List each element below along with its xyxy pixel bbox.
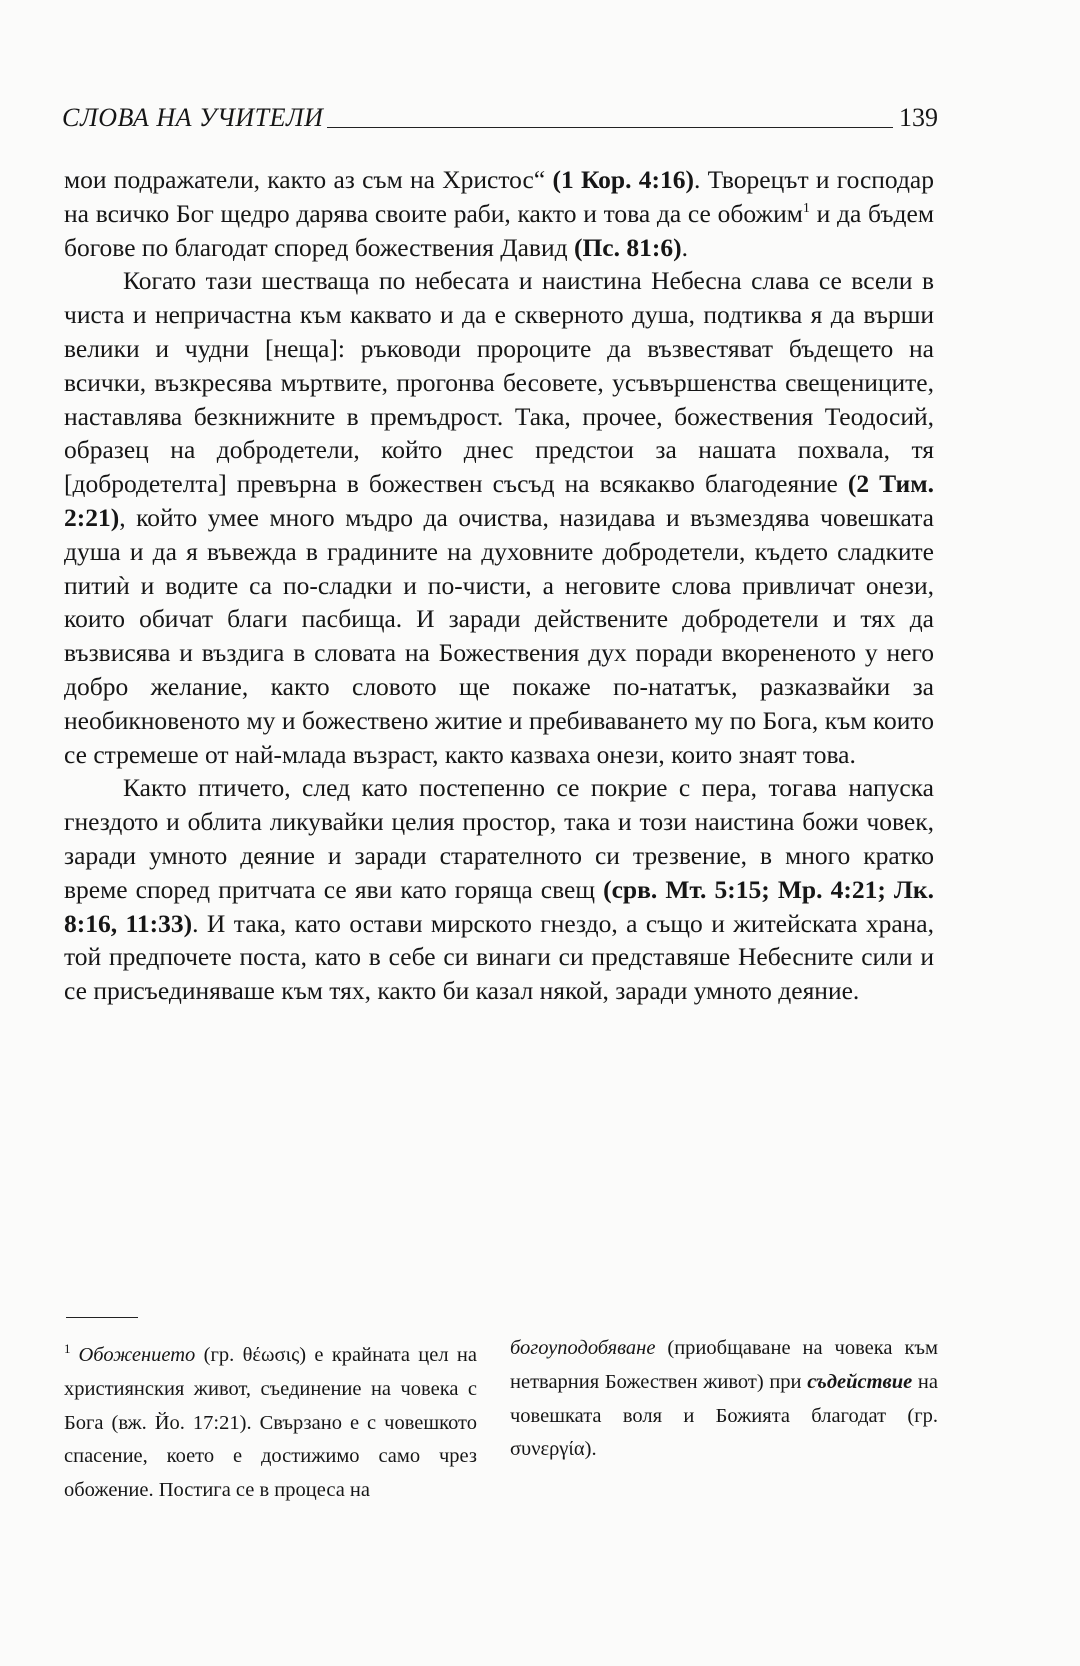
scripture-ref: (2 Тим. 2:21)	[64, 469, 934, 532]
p1-text-d: .	[681, 232, 688, 262]
p1-text-b: . Творецът и господар на всичко Бог щедро дарява своите раби, както и това да се обожим	[64, 165, 934, 228]
footnote-text-right-b: на човешката воля и Божията благодат (гр. συνεργία).	[510, 1370, 938, 1461]
footnote-column-left	[64, 1332, 477, 1508]
footnote-number: 1	[64, 1341, 71, 1356]
p1-text-c: и да бъдем богове по благодат според божествения Давид	[64, 198, 934, 262]
paragraph-3	[64, 771, 934, 1008]
paragraph-2	[64, 264, 934, 771]
page-number: 139	[893, 103, 938, 133]
running-title: СЛОВА НА УЧИТЕЛИ	[62, 103, 327, 133]
p1-text-a: мои подражатели, както аз съм на Христос“	[64, 165, 553, 194]
p2-text-a: Когато тази шестваща по небесата и наистина Небесна слава се всели в чиста и непричастна към каквато и да е скверното душа, подтиква я да върши велики и чудни [неща]: ръководи пророците да възвестяват бъдещето на всички, възкресява мъртвите, прогонва бесовете, усъвършенства свещениците, наставлява безкнижните в премъдрост. Така, прочее, божествения Теодосий, образец на добродетели, който днес предстои за нашата похвала, тя [добродетелта] превърна в божествен съсъд на всякакво благодеяние	[64, 266, 934, 499]
scripture-ref: (Пс. 81:6)	[573, 232, 682, 262]
scripture-ref: (1 Кор. 4:16)	[552, 165, 694, 194]
footnote-term-bold: съдействие	[807, 1370, 913, 1393]
footnote-term: богоуподобяване	[510, 1337, 656, 1359]
header-rule	[237, 127, 898, 128]
p2-text-b: , който умее много мъдро да очиства, назидава и възмездява човешката душа и да я въвежда в градините на духовните добродетели, където сладките питиѝ и водите са по-сладки и по-чисти, а неговите слова привличат онези, които обичат благи пасбища. И заради действените добродетели и тях да възвисява и въздига в словата на Божествения дух поради вкорененото у него добро желание, както словото ще покаже по-нататък, разказвайки за необикновеното му и божествено житие и пребиваването му по Бога, към които се стремеше от най-млада възраст, както казваха онези, които знаят това.	[64, 502, 934, 769]
footnote-column-right	[510, 1332, 938, 1467]
main-text	[64, 163, 934, 1008]
p3-text-b: . И така, като остави мирското гнездо, а също и житейската храна, той предпочете поста, като в себе си винаги си представяше Небесните сили и се присъединяваше към тях, както би казал някой, заради умното деяние.	[64, 908, 934, 1006]
running-header	[62, 103, 938, 137]
footnote-rule	[66, 1317, 138, 1318]
footnote-text-right-a: (приобщаване на човека към нетварния Божествен живот) при	[510, 1337, 938, 1393]
p3-text-a: Както птичето, след като постепенно се покрие с пера, тогава напуска гнездото и облита ликувайки целия простор, така и този наистина божи човек, заради умното деяние и заради старателното си трезвение, в много кратко време според притчата се яви като горяща свещ	[64, 773, 934, 904]
paragraph-1	[64, 163, 934, 264]
footnote-marker: 1	[802, 200, 810, 216]
footnote-text-left: (гр. θέωσις) е крайната цел на християнския живот, съединение на човека с Бога (вж. Йо. 17:21). Свързано е с човешкото спасение, което е достижимо само чрез обожение. Постига се в процеса на	[64, 1344, 477, 1502]
footnote-term: Обожението	[78, 1344, 196, 1366]
scripture-ref: (срв. Мт. 5:15; Мр. 4:21; Лк. 8:16, 11:33)	[64, 874, 934, 938]
